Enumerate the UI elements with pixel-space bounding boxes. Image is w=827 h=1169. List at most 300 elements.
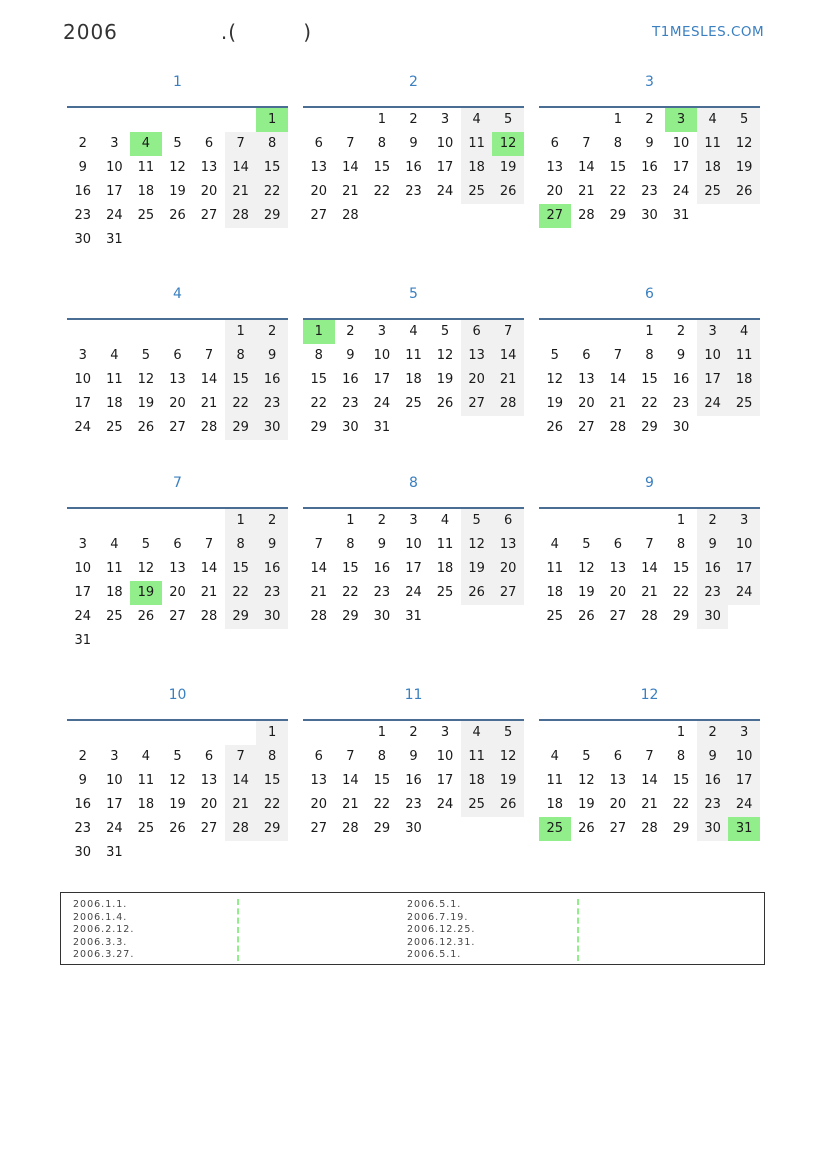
- day-cell: 5: [461, 509, 493, 533]
- day-cell: 5: [582, 749, 591, 764]
- day-cell: 31: [373, 420, 391, 435]
- day-cell: 22: [256, 793, 288, 817]
- day-cell: 17: [74, 585, 92, 600]
- day-cell: 28: [609, 420, 627, 435]
- day-cell: 17: [106, 797, 123, 812]
- day-cell: 6: [173, 537, 182, 552]
- day-cell: 21: [578, 184, 595, 199]
- empty-cell: [162, 108, 194, 132]
- day-cell: 3: [78, 537, 87, 552]
- day-cell: 15: [256, 769, 288, 793]
- day-cell: 28: [641, 821, 658, 836]
- day-cell: 13: [546, 160, 564, 175]
- day-cell: 31: [405, 609, 422, 624]
- empty-cell: [602, 320, 634, 344]
- day-cell: 20: [169, 585, 186, 600]
- day-cell: 27: [310, 208, 328, 223]
- day-cell: 22: [256, 180, 288, 204]
- month-10: [67, 685, 288, 865]
- empty-cell: [193, 841, 225, 865]
- day-cell: 12: [436, 348, 454, 363]
- legend-item: 2006.12.31.: [407, 936, 476, 948]
- day-cell: 19: [461, 557, 493, 581]
- day-cell: 20: [200, 797, 218, 812]
- day-cell: 23: [256, 581, 288, 605]
- day-cell: 2: [78, 136, 87, 151]
- day-cell: 21: [200, 585, 218, 600]
- empty-cell: [256, 841, 288, 865]
- day-cell: 22: [609, 184, 627, 199]
- day-cell: 19: [728, 156, 760, 180]
- day-cell: 1: [256, 108, 288, 132]
- day-cell: 7: [645, 537, 654, 552]
- day-cell: 22: [225, 392, 257, 416]
- day-cell: 30: [342, 420, 359, 435]
- day-cell: 5: [550, 348, 559, 363]
- day-cell: 26: [137, 609, 155, 624]
- day-cell: 30: [697, 817, 729, 841]
- day-cell: 18: [137, 797, 155, 812]
- day-grid: [539, 108, 760, 228]
- empty-cell: [130, 509, 162, 533]
- day-cell: 19: [578, 585, 595, 600]
- day-cell: 27: [539, 204, 571, 228]
- day-cell: 28: [342, 208, 359, 223]
- day-cell: 14: [200, 561, 218, 576]
- day-cell: 14: [310, 561, 328, 576]
- day-cell: 8: [225, 533, 257, 557]
- month-name: 1: [173, 74, 182, 90]
- empty-cell: [225, 108, 257, 132]
- day-cell: 1: [256, 721, 288, 745]
- day-cell: 8: [676, 537, 686, 552]
- empty-cell: [130, 228, 162, 252]
- empty-cell: [429, 817, 461, 841]
- month-name: 4: [173, 286, 182, 302]
- legend-marker-left: [237, 899, 241, 961]
- day-cell: 14: [492, 344, 524, 368]
- day-cell: 30: [256, 605, 288, 629]
- day-cell: 1: [225, 509, 257, 533]
- day-cell: 17: [728, 557, 760, 581]
- day-cell: 4: [461, 721, 493, 745]
- day-cell: 12: [492, 132, 524, 156]
- empty-cell: [162, 228, 194, 252]
- day-cell: 20: [546, 184, 564, 199]
- empty-cell: [602, 509, 634, 533]
- day-cell: 20: [461, 368, 493, 392]
- day-cell: 7: [225, 745, 257, 769]
- day-cell: 6: [492, 509, 524, 533]
- day-cell: 3: [110, 749, 119, 764]
- day-cell: 15: [672, 773, 690, 788]
- empty-cell: [130, 629, 162, 653]
- day-cell: 22: [641, 396, 658, 411]
- day-cell: 19: [436, 372, 454, 387]
- day-cell: 18: [546, 797, 564, 812]
- day-cell: 29: [256, 204, 288, 228]
- day-cell: 16: [405, 160, 422, 175]
- day-cell: 2: [256, 320, 288, 344]
- day-cell: 18: [461, 769, 493, 793]
- day-cell: 19: [492, 769, 524, 793]
- day-cell: 15: [672, 561, 690, 576]
- day-cell: 4: [110, 537, 119, 552]
- day-cell: 23: [697, 793, 729, 817]
- empty-cell: [728, 416, 760, 440]
- empty-cell: [162, 721, 194, 745]
- day-cell: 1: [377, 725, 387, 740]
- day-cell: 15: [342, 561, 359, 576]
- day-cell: 11: [546, 773, 564, 788]
- legend-right-column: [407, 899, 475, 962]
- month-name: 7: [173, 475, 182, 491]
- day-cell: 23: [641, 184, 658, 199]
- day-cell: 11: [436, 537, 454, 552]
- day-cell: 21: [641, 585, 658, 600]
- day-cell: 5: [173, 749, 182, 764]
- day-cell: 4: [550, 749, 559, 764]
- day-cell: 11: [546, 561, 564, 576]
- day-cell: 31: [74, 633, 92, 648]
- day-cell: 4: [697, 108, 729, 132]
- day-cell: 9: [697, 533, 729, 557]
- legend-item: 2006.5.1.: [407, 899, 462, 910]
- day-cell: 16: [74, 184, 92, 199]
- day-cell: 11: [137, 160, 155, 175]
- day-cell: 15: [609, 160, 627, 175]
- day-cell: 13: [609, 773, 627, 788]
- empty-cell: [193, 228, 225, 252]
- day-cell: 1: [645, 324, 654, 339]
- day-cell: 25: [461, 793, 493, 817]
- day-cell: 24: [106, 821, 123, 836]
- day-grid: [303, 108, 524, 228]
- day-cell: 3: [440, 112, 450, 127]
- day-cell: 29: [310, 420, 328, 435]
- day-cell: 5: [728, 108, 760, 132]
- day-cell: 27: [461, 392, 493, 416]
- day-cell: 28: [225, 204, 257, 228]
- day-cell: 17: [405, 561, 422, 576]
- day-cell: 3: [78, 348, 87, 363]
- day-cell: 5: [492, 721, 524, 745]
- day-cell: 4: [141, 749, 151, 764]
- day-cell: 30: [74, 845, 92, 860]
- day-cell: 6: [550, 136, 559, 151]
- day-cell: 6: [582, 348, 591, 363]
- day-grid: [303, 320, 524, 440]
- day-cell: 14: [225, 769, 257, 793]
- empty-cell: [225, 841, 257, 865]
- day-cell: 15: [310, 372, 328, 387]
- day-cell: 23: [74, 821, 92, 836]
- empty-cell: [634, 721, 666, 745]
- day-cell: 10: [106, 160, 123, 175]
- day-cell: 24: [697, 392, 729, 416]
- empty-cell: [492, 416, 524, 440]
- legend-left-column: [73, 899, 134, 962]
- day-cell: 9: [256, 533, 288, 557]
- day-grid: [67, 320, 288, 440]
- day-cell: 6: [613, 537, 623, 552]
- day-grid: [539, 509, 760, 629]
- day-cell: 23: [74, 208, 92, 223]
- empty-cell: [539, 108, 571, 132]
- empty-cell: [461, 817, 493, 841]
- day-cell: 4: [550, 537, 559, 552]
- day-cell: 6: [461, 320, 493, 344]
- month-name: 3: [645, 74, 654, 90]
- day-cell: 26: [546, 420, 564, 435]
- day-cell: 25: [137, 821, 155, 836]
- day-cell: 10: [672, 136, 690, 151]
- empty-cell: [193, 108, 225, 132]
- day-cell: 7: [314, 537, 323, 552]
- day-cell: 18: [106, 585, 123, 600]
- day-cell: 7: [492, 320, 524, 344]
- empty-cell: [99, 509, 131, 533]
- day-cell: 8: [225, 344, 257, 368]
- day-cell: 17: [697, 368, 729, 392]
- day-cell: 18: [106, 396, 123, 411]
- day-cell: 30: [672, 420, 690, 435]
- empty-cell: [193, 721, 225, 745]
- day-cell: 10: [728, 745, 760, 769]
- legend-item: 2006.3.3.: [73, 936, 128, 948]
- day-cell: 17: [436, 773, 454, 788]
- day-cell: 28: [342, 821, 359, 836]
- day-cell: 9: [409, 136, 418, 151]
- day-cell: 2: [697, 721, 729, 745]
- legend-item: 2006.1.1.: [73, 899, 128, 910]
- day-cell: 13: [310, 773, 328, 788]
- empty-cell: [162, 841, 194, 865]
- day-cell: 4: [409, 324, 418, 339]
- day-cell: 22: [310, 396, 328, 411]
- day-cell: 2: [377, 513, 387, 528]
- day-cell: 23: [672, 396, 690, 411]
- day-grid: [539, 721, 760, 841]
- day-cell: 9: [346, 348, 355, 363]
- day-cell: 14: [225, 156, 257, 180]
- day-cell: 16: [256, 368, 288, 392]
- day-cell: 9: [377, 537, 387, 552]
- day-cell: 30: [641, 208, 658, 223]
- day-cell: 17: [373, 372, 391, 387]
- day-cell: 10: [405, 537, 422, 552]
- legend-item: 2006.3.27.: [73, 949, 135, 960]
- month-name: 2: [409, 74, 418, 90]
- day-cell: 18: [436, 561, 454, 576]
- holiday-legend: [60, 892, 765, 965]
- day-cell: 25: [405, 396, 422, 411]
- day-cell: 20: [310, 797, 328, 812]
- day-cell: 1: [225, 320, 257, 344]
- day-cell: 9: [676, 348, 686, 363]
- day-cell: 27: [310, 821, 328, 836]
- day-cell: 5: [141, 348, 151, 363]
- day-cell: 26: [169, 821, 186, 836]
- day-cell: 29: [225, 416, 257, 440]
- empty-cell: [539, 721, 571, 745]
- month-7: [67, 473, 288, 653]
- empty-cell: [492, 605, 524, 629]
- month-name: 10: [168, 687, 187, 703]
- day-cell: 12: [578, 773, 595, 788]
- day-cell: 12: [137, 561, 155, 576]
- day-cell: 6: [204, 749, 214, 764]
- day-cell: 19: [492, 156, 524, 180]
- empty-cell: [67, 108, 99, 132]
- day-cell: 9: [78, 160, 87, 175]
- day-cell: 10: [74, 561, 92, 576]
- day-cell: 23: [405, 797, 422, 812]
- day-cell: 3: [377, 324, 387, 339]
- empty-cell: [728, 204, 760, 228]
- day-cell: 16: [697, 769, 729, 793]
- month-2: [303, 72, 524, 228]
- day-cell: 13: [169, 372, 186, 387]
- month-name: 9: [645, 475, 654, 491]
- day-cell: 27: [169, 420, 186, 435]
- day-cell: 22: [373, 797, 391, 812]
- day-cell: 13: [492, 533, 524, 557]
- empty-cell: [193, 320, 225, 344]
- day-cell: 29: [672, 609, 690, 624]
- day-cell: 13: [200, 160, 218, 175]
- day-cell: 17: [728, 769, 760, 793]
- empty-cell: [130, 320, 162, 344]
- day-cell: 25: [546, 609, 564, 624]
- legend-item: 2006.7.19.: [407, 911, 469, 923]
- site-brand: T1MESLES.COM: [652, 24, 765, 40]
- day-grid: [67, 721, 288, 865]
- day-cell: 14: [609, 372, 627, 387]
- day-cell: 29: [609, 208, 627, 223]
- day-cell: 21: [225, 180, 257, 204]
- day-cell: 9: [409, 749, 418, 764]
- day-cell: 2: [676, 324, 686, 339]
- day-cell: 29: [342, 609, 359, 624]
- day-cell: 28: [310, 609, 328, 624]
- day-cell: 13: [578, 372, 595, 387]
- empty-cell: [571, 721, 603, 745]
- day-cell: 16: [405, 773, 422, 788]
- day-cell: 24: [672, 184, 690, 199]
- day-cell: 27: [578, 420, 595, 435]
- day-cell: 25: [106, 609, 123, 624]
- day-cell: 29: [373, 821, 391, 836]
- empty-cell: [225, 629, 257, 653]
- day-cell: 26: [169, 208, 186, 223]
- empty-cell: [335, 721, 367, 745]
- day-cell: 26: [728, 180, 760, 204]
- day-cell: 12: [578, 561, 595, 576]
- day-cell: 10: [436, 136, 454, 151]
- day-cell: 27: [609, 609, 627, 624]
- empty-cell: [461, 605, 493, 629]
- day-cell: 29: [256, 817, 288, 841]
- day-cell: 18: [546, 585, 564, 600]
- day-cell: 7: [582, 136, 591, 151]
- day-cell: 20: [310, 184, 328, 199]
- empty-cell: [697, 204, 729, 228]
- day-cell: 9: [256, 344, 288, 368]
- day-cell: 4: [130, 132, 162, 156]
- day-cell: 5: [492, 108, 524, 132]
- empty-cell: [571, 509, 603, 533]
- empty-cell: [67, 721, 99, 745]
- month-name: 11: [404, 687, 423, 703]
- day-cell: 12: [492, 745, 524, 769]
- day-cell: 28: [200, 420, 218, 435]
- day-cell: 21: [641, 797, 658, 812]
- month-1: [67, 72, 288, 252]
- day-cell: 3: [665, 108, 697, 132]
- empty-cell: [130, 721, 162, 745]
- day-cell: 15: [373, 773, 391, 788]
- day-cell: 20: [578, 396, 595, 411]
- empty-cell: [130, 841, 162, 865]
- legend-marker-right: [577, 899, 581, 961]
- day-cell: 2: [697, 509, 729, 533]
- day-cell: 25: [539, 817, 571, 841]
- day-cell: 26: [436, 396, 454, 411]
- day-cell: 7: [225, 132, 257, 156]
- day-cell: 7: [613, 348, 623, 363]
- day-cell: 21: [342, 184, 359, 199]
- day-cell: 16: [342, 372, 359, 387]
- day-cell: 6: [314, 136, 323, 151]
- day-cell: 23: [405, 184, 422, 199]
- day-cell: 16: [373, 561, 391, 576]
- day-cell: 23: [342, 396, 359, 411]
- day-cell: 28: [225, 817, 257, 841]
- empty-cell: [728, 605, 760, 629]
- empty-cell: [571, 320, 603, 344]
- day-cell: 8: [676, 749, 686, 764]
- empty-cell: [492, 817, 524, 841]
- month-6: [539, 284, 760, 440]
- day-cell: 13: [609, 561, 627, 576]
- day-cell: 27: [200, 821, 218, 836]
- day-cell: 28: [492, 392, 524, 416]
- day-cell: 20: [169, 396, 186, 411]
- day-cell: 6: [204, 136, 214, 151]
- day-cell: 26: [137, 420, 155, 435]
- day-cell: 12: [546, 372, 564, 387]
- day-cell: 2: [409, 725, 418, 740]
- empty-cell: [461, 416, 493, 440]
- day-cell: 30: [256, 416, 288, 440]
- empty-cell: [492, 204, 524, 228]
- day-cell: 29: [225, 605, 257, 629]
- day-cell: 7: [204, 348, 214, 363]
- day-cell: 26: [492, 793, 524, 817]
- empty-cell: [461, 204, 493, 228]
- day-cell: 3: [728, 721, 760, 745]
- day-cell: 21: [609, 396, 627, 411]
- day-cell: 19: [578, 797, 595, 812]
- month-12: [539, 685, 760, 841]
- day-cell: 25: [137, 208, 155, 223]
- day-cell: 27: [169, 609, 186, 624]
- day-cell: 3: [409, 513, 418, 528]
- day-cell: 11: [137, 773, 155, 788]
- day-cell: 29: [672, 821, 690, 836]
- month-4: [67, 284, 288, 440]
